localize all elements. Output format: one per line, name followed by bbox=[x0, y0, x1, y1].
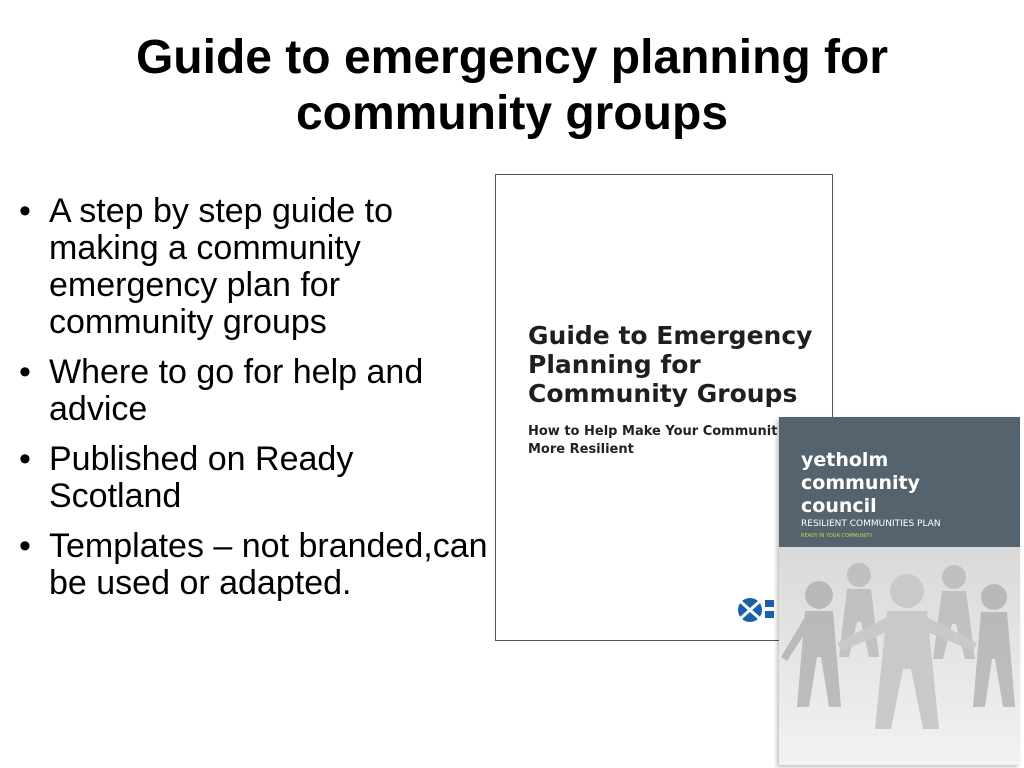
bullet-item bbox=[10, 354, 488, 428]
plan-council-line: yetholm bbox=[801, 449, 889, 471]
plan-council-line: community bbox=[801, 472, 920, 494]
plan-title: RESILIENT COMMUNITIES PLAN bbox=[801, 519, 941, 529]
bullet-icon: • bbox=[19, 440, 31, 478]
plan-council-line: council bbox=[801, 495, 877, 517]
bullet-item bbox=[10, 441, 488, 515]
plan-council-name bbox=[801, 449, 1011, 518]
guide-cover-subtitle-line: How to Help Make Your Communit bbox=[528, 424, 778, 439]
bullet-text: A step by step guide to making a community emergency plan for community groups bbox=[49, 192, 394, 341]
guide-cover-title-line: Planning for bbox=[528, 350, 701, 379]
bullet-icon: • bbox=[19, 527, 31, 565]
paper-people-chain-icon bbox=[779, 547, 1020, 765]
bullet-text: Where to go for help and advice bbox=[49, 353, 424, 428]
bullet-item bbox=[10, 193, 488, 341]
guide-cover-subtitle-line: More Resilient bbox=[528, 442, 634, 457]
bullet-text: Published on Ready Scotland bbox=[49, 440, 354, 515]
bullet-text: Templates – not branded,can be used or adapted. bbox=[49, 527, 488, 602]
community-plan-cover-image bbox=[779, 417, 1020, 765]
slide-title: Guide to emergency planning for community groups bbox=[135, 31, 889, 140]
bullet-list bbox=[10, 193, 488, 615]
plan-tagline: READY IN YOUR COMMUNITY bbox=[801, 533, 873, 539]
guide-cover-title-line: Community Groups bbox=[528, 379, 798, 408]
bullet-icon: • bbox=[19, 192, 31, 230]
saltire-logo-icon bbox=[736, 595, 776, 625]
guide-cover-title bbox=[528, 321, 828, 408]
bullet-item bbox=[10, 528, 488, 602]
guide-cover-title-line: Guide to Emergency bbox=[528, 321, 813, 350]
bullet-icon: • bbox=[19, 353, 31, 391]
